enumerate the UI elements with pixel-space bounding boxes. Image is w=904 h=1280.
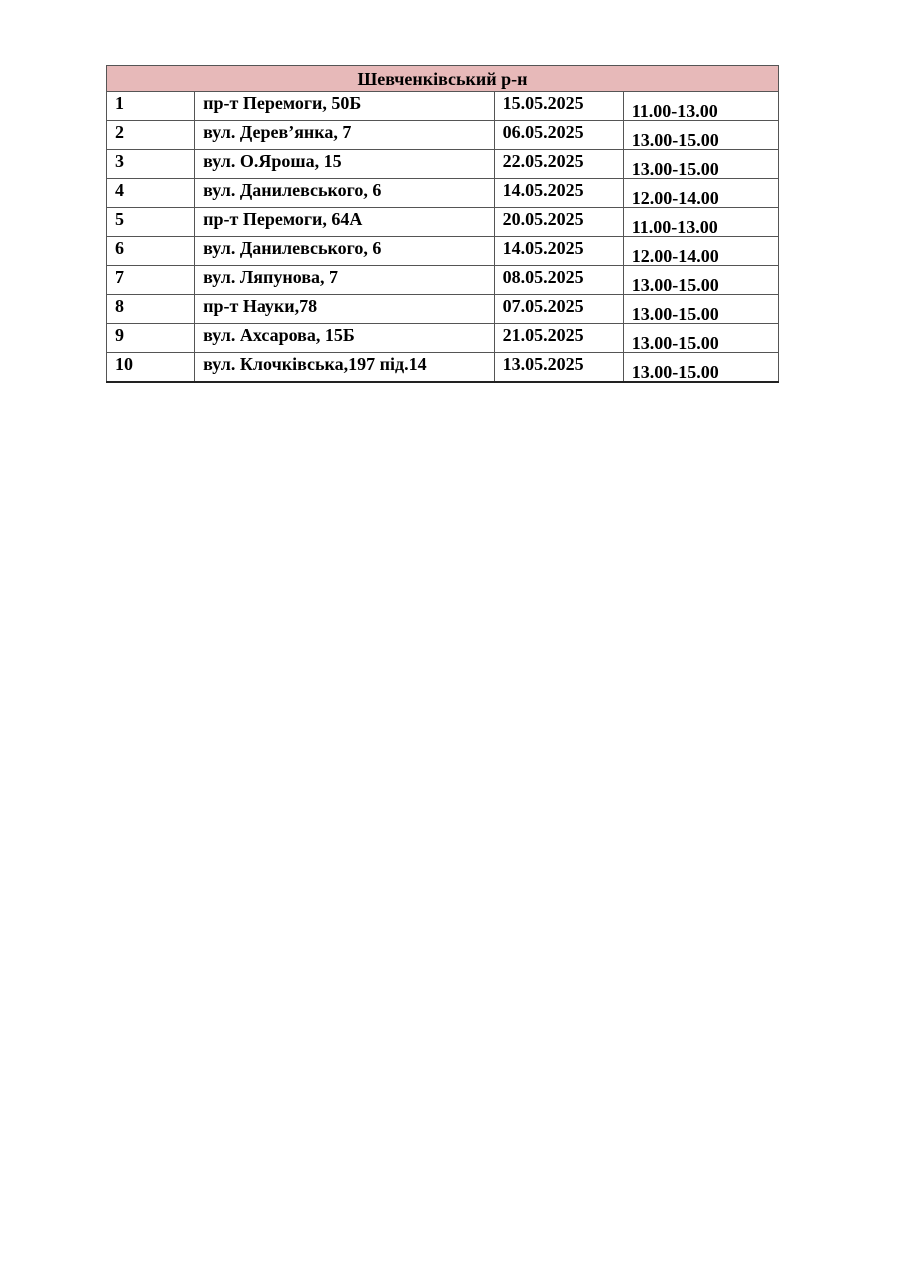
- row-date: 14.05.2025: [494, 237, 623, 266]
- row-address: вул. Данилевського, 6: [195, 179, 494, 208]
- row-address: пр-т Перемоги, 50Б: [195, 92, 494, 121]
- row-time: 13.00-15.00: [623, 295, 778, 324]
- row-number: 3: [107, 150, 195, 179]
- row-address: пр-т Науки,78: [195, 295, 494, 324]
- row-date: 14.05.2025: [494, 179, 623, 208]
- row-address: вул. Дерев’янка, 7: [195, 121, 494, 150]
- table-header-row: [107, 66, 779, 92]
- table-row: [107, 324, 779, 353]
- row-date: 06.05.2025: [494, 121, 623, 150]
- table-row: [107, 150, 779, 179]
- row-time: 12.00-14.00: [623, 179, 778, 208]
- row-address: вул. Ляпунова, 7: [195, 266, 494, 295]
- row-time: 12.00-14.00: [623, 237, 778, 266]
- row-number: 10: [107, 353, 195, 383]
- row-time: 13.00-15.00: [623, 150, 778, 179]
- table-row: [107, 92, 779, 121]
- row-address: вул. Данилевського, 6: [195, 237, 494, 266]
- row-number: 5: [107, 208, 195, 237]
- row-address: пр-т Перемоги, 64А: [195, 208, 494, 237]
- row-date: 13.05.2025: [494, 353, 623, 383]
- row-date: 22.05.2025: [494, 150, 623, 179]
- row-date: 15.05.2025: [494, 92, 623, 121]
- row-time: 11.00-13.00: [623, 92, 778, 121]
- row-number: 2: [107, 121, 195, 150]
- row-date: 21.05.2025: [494, 324, 623, 353]
- row-number: 9: [107, 324, 195, 353]
- row-time: 13.00-15.00: [623, 266, 778, 295]
- row-time: 13.00-15.00: [623, 353, 778, 383]
- row-number: 4: [107, 179, 195, 208]
- row-date: 08.05.2025: [494, 266, 623, 295]
- table-row: [107, 353, 779, 383]
- schedule-table: [106, 65, 779, 383]
- row-time: 13.00-15.00: [623, 324, 778, 353]
- row-address: вул. Ахсарова, 15Б: [195, 324, 494, 353]
- table-row: [107, 295, 779, 324]
- row-number: 7: [107, 266, 195, 295]
- row-time: 13.00-15.00: [623, 121, 778, 150]
- row-date: 07.05.2025: [494, 295, 623, 324]
- row-address: вул. Клочківська,197 під.14: [195, 353, 494, 383]
- row-number: 6: [107, 237, 195, 266]
- row-number: 8: [107, 295, 195, 324]
- table-row: [107, 237, 779, 266]
- table-row: [107, 121, 779, 150]
- row-address: вул. О.Яроша, 15: [195, 150, 494, 179]
- row-date: 20.05.2025: [494, 208, 623, 237]
- table-row: [107, 208, 779, 237]
- district-header: Шевченківський р-н: [107, 66, 779, 92]
- table-row: [107, 266, 779, 295]
- table-row: [107, 179, 779, 208]
- row-number: 1: [107, 92, 195, 121]
- row-time: 11.00-13.00: [623, 208, 778, 237]
